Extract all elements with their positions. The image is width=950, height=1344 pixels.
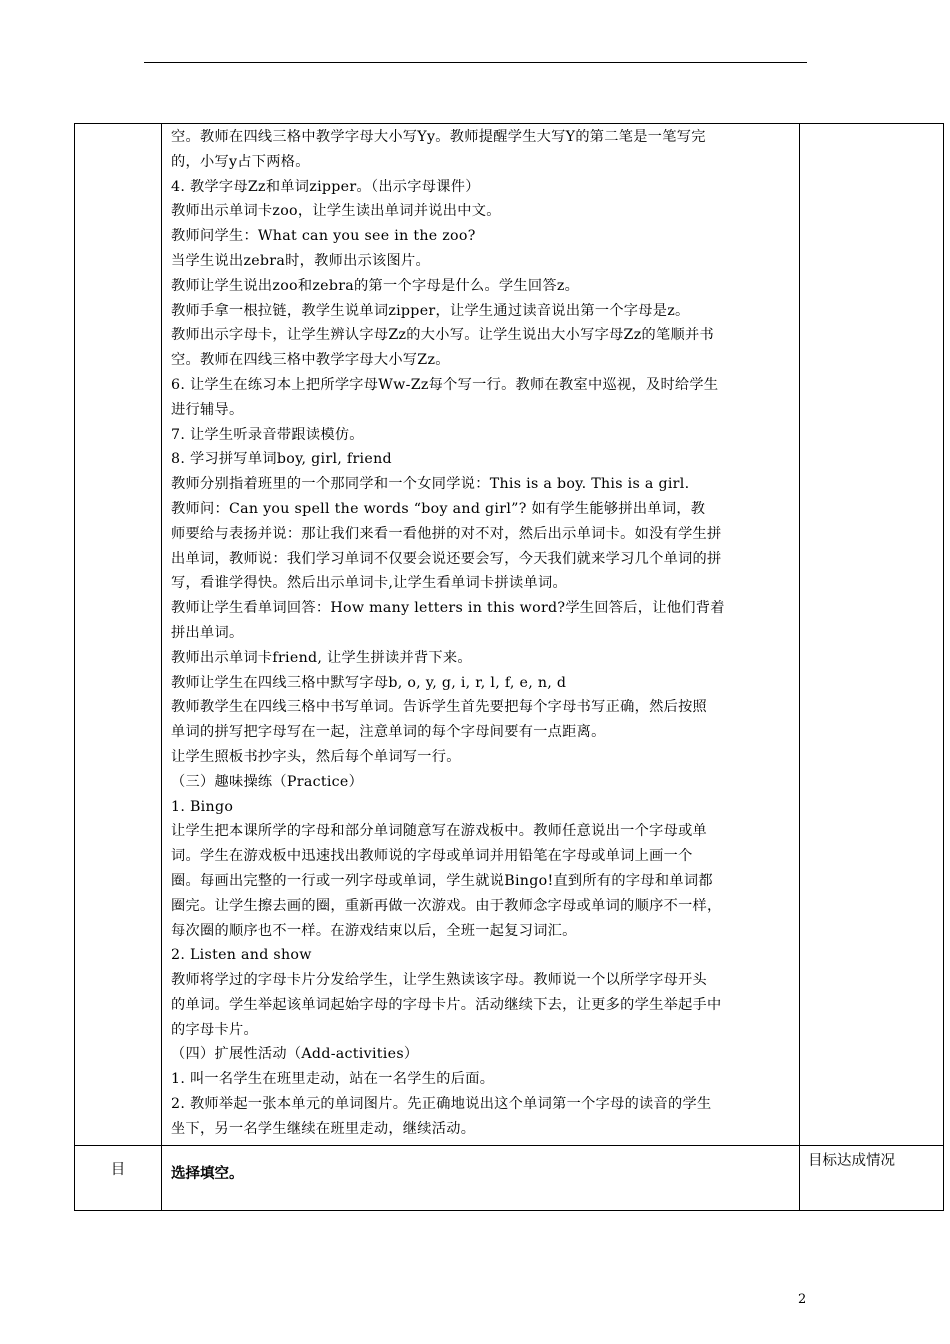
assessment-task: 选择填空。	[162, 1145, 800, 1210]
text-line: 词。学生在游戏板中迅速找出教师说的字母或单词并用铅笔在字母或单词上画一个	[171, 848, 693, 865]
text-line: 出单词，教师说：我们学习单词不仅要会说还要会写，今天我们就来学习几个单词的拼	[171, 550, 722, 567]
text-line: 教师让学生说出zoo和zebra的第一个字母是什么。学生回答z。	[171, 277, 580, 294]
text-line: 2. 教师举起一张本单元的单词图片。先正确地说出这个单词第一个字母的读音的学生	[171, 1096, 712, 1113]
text-line: 7. 让学生听录音带跟读模仿。	[171, 426, 364, 443]
text-line: （四）扩展性活动（Add-activities）	[171, 1046, 419, 1063]
page-number: 2	[798, 1292, 807, 1307]
text-line: 的字母卡片。	[171, 1021, 258, 1038]
text-line: 教师将学过的字母卡片分发给学生，让学生熟读该字母。教师说一个以所学字母开头	[171, 972, 708, 989]
text-line: 1. Bingo	[171, 798, 234, 815]
procedure-row	[75, 124, 944, 1146]
text-line: 圈。每画出完整的一行或一列字母或单词，学生就说Bingo!直到所有的字母和单词都	[171, 872, 713, 889]
text-line: 6. 让学生在练习本上把所学字母Ww-Zz每个写一行。教师在教室中巡视，及时给学生	[171, 376, 719, 393]
procedure-text	[162, 124, 799, 1145]
text-line: 空。教师在四线三格中教学字母大小写Yy。教师提醒学生大写Y的第二笔是一笔写完	[171, 129, 706, 145]
text-line: 当学生说出zebra时，教师出示该图片。	[171, 252, 431, 269]
text-line: 教师问：Can you spell the words “boy and girl”? 如有学生能够拼出单词，教	[171, 500, 706, 517]
header-rule	[144, 62, 807, 63]
text-line: 教师分别指着班里的一个那同学和一个女同学说：This is a boy. This is a girl.	[171, 476, 690, 493]
text-line: 4. 教学字母Zz和单词zipper。（出示字母课件）	[171, 178, 480, 195]
text-line: 教师让学生看单词回答：How many letters in this word?学生回答后，让他们背着	[171, 600, 725, 617]
text-line: 教师让学生在四线三格中默写字母b, o, y, g, i, r, l, f, e, n, d	[171, 674, 567, 691]
procedure-notes-cell	[800, 124, 944, 1146]
text-line: 教师教学生在四线三格中书写单词。告诉学生首先要把每个字母书写正确，然后按照	[171, 699, 708, 716]
text-line: 进行辅导。	[171, 401, 244, 418]
assessment-label: 目	[75, 1145, 162, 1210]
target-achievement-label: 目标达成情况	[800, 1145, 944, 1210]
text-line: 让学生照板书抄字头，然后每个单词写一行。	[171, 748, 461, 765]
text-line: 教师出示字母卡，让学生辨认字母Zz的大小写。让学生说出大小写字母Zz的笔顺并书	[171, 327, 714, 344]
text-line: 8. 学习拼写单词boy, girl, friend	[171, 451, 392, 468]
lesson-plan-table	[74, 123, 944, 1211]
text-line: 1. 叫一名学生在班里走动，站在一名学生的后面。	[171, 1071, 495, 1088]
text-line: 圈完。让学生擦去画的圈，重新再做一次游戏。由于教师念字母或单词的顺序不一样，	[171, 897, 722, 914]
text-line: 的单词。学生举起该单词起始字母的字母卡片。活动继续下去，让更多的学生举起手中	[171, 996, 722, 1013]
procedure-label-cell	[75, 124, 162, 1146]
text-line: 师要给与表扬并说：那让我们来看一看他拼的对不对，然后出示单词卡。如没有学生拼	[171, 525, 722, 542]
text-line: 让学生把本课所学的字母和部分单词随意写在游戏板中。教师任意说出一个字母或单	[171, 823, 708, 840]
assessment-row	[75, 1145, 944, 1210]
text-line: 教师出示单词卡friend, 让学生拼读并背下来。	[171, 649, 472, 666]
text-line: 2. Listen and show	[171, 947, 312, 964]
text-line: 单词的拼写把字母写在一起，注意单词的每个字母间要有一点距离。	[171, 724, 606, 741]
text-line: 空。教师在四线三格中教学字母大小写Zz。	[171, 352, 450, 369]
procedure-content-cell	[162, 124, 800, 1146]
text-line: 拼出单词。	[171, 624, 244, 641]
text-line: 教师手拿一根拉链，教学生说单词zipper，让学生通过读音说出第一个字母是z。	[171, 302, 690, 319]
text-line: 教师出示单词卡zoo，让学生读出单词并说出中文。	[171, 203, 501, 220]
text-line: 教师问学生：What can you see in the zoo?	[171, 228, 476, 245]
text-line: 的，小写y占下两格。	[171, 153, 310, 170]
text-line: 坐下，另一名学生继续在班里走动，继续活动。	[171, 1120, 476, 1137]
text-line: （三）趣味操练（Practice）	[171, 773, 364, 790]
text-line: 每次圈的顺序也不一样。在游戏结束以后，全班一起复习词汇。	[171, 922, 577, 939]
text-line: 写，看谁学得快。然后出示单词卡,让学生看单词卡拼读单词。	[171, 575, 567, 592]
